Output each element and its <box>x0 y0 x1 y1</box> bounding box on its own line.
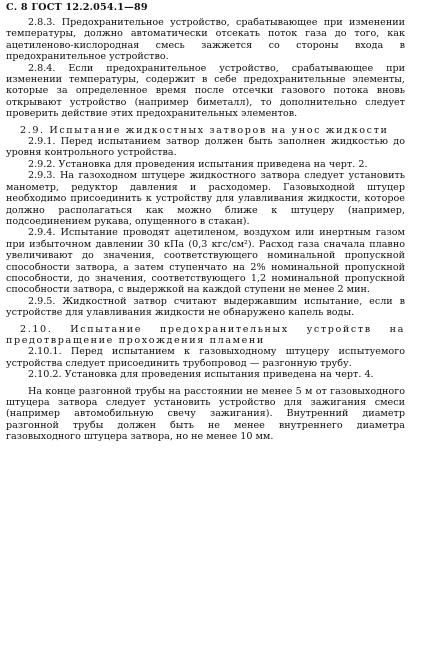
standard-code: ГОСТ 12.2.054.1—89 <box>31 2 148 13</box>
page-number: С. 8 <box>6 2 28 13</box>
paragraph-2-9-4: 2.9.4. Испытание проводят ацетиленом, воздухом или инертным газом при избыточном давлении 30 кПа (0,3 кгс/см²). Расход газа сначала плавно увеличивают до значения, соответствующего номинальной пропускной способности затвора, а затем ступенчато на 2% номинальной пропускной способности, до значения, соответствующего 1,2 номинальной пропускной способности затвора, с выдержкой на каждой ступени не менее 2 мин. <box>6 227 405 296</box>
paragraph-2-10-1: 2.10.1. Перед испытанием к газовыходному штуцеру испытуемого устройства следует присоединить трубопровод — разгонную трубу. <box>6 346 405 369</box>
paragraph-2-9-2: 2.9.2. Установка для проведения испытания приведена на черт. 2. <box>28 158 368 170</box>
paragraph-2-10-2: 2.10.2. Установка для проведения испытания приведена на черт. 4. <box>28 369 374 381</box>
page-header <box>6 2 148 13</box>
paragraph-2-9-5: 2.9.5. Жидкостной затвор считают выдержавшим испытание, если в устройстве для улавливания жидкости не обнаружено капель воды. <box>6 295 405 319</box>
paragraph-2-10-2-continued: На конце разгонной трубы на расстоянии не менее 5 м от газовыходного штуцера затвора следует установить устройство для зажигания смеси (например автомобильную свечу зажигания). Внутренний диаметр разгонной трубы должен быть не менее внутреннего диаметра газовыходного штуцера затвора, но не менее 10 мм. <box>6 385 405 443</box>
section-heading-2-10: 2.10. Испытание предохранительных устройств на предотвращение прохождения пламени <box>6 323 405 346</box>
paragraph-2-9-1: 2.9.1. Перед испытанием затвор должен быть заполнен жидкостью до уровня контрольного устройства. <box>6 136 405 159</box>
document-body <box>6 17 405 443</box>
section-heading-2-9: 2.9. Испытание жидкостных затворов на унос жидкости <box>20 124 389 136</box>
paragraph-2-8-3: 2.8.3. Предохранительное устройство, срабатывающее при изменении температуры, должно автоматически отсекать поток газа до того, как ацетиленово-кислородная смесь зажжется со стороны входа в предохранительное устройство. <box>6 17 405 63</box>
paragraph-2-8-4: 2.8.4. Если предохранительное устройство, срабатывающее при изменении температуры, содержит в себе предохранительные элементы, которые за определенное время после отсечки газового потока вновь открывают устройство (например биметалл), то дополнительно следует проверить действие этих предохранительных элементов. <box>6 62 405 120</box>
paragraph-2-9-3: 2.9.3. На газоходном штуцере жидкостного затвора следует установить манометр, редуктор давления и расходомер. Газовыходной штуцер необходимо присоединить к устройству для улавливания жидкости, которое должно располагаться как можно ближе к штуцеру (например, подсоединением рукава, опущенного в стакан). <box>6 170 405 227</box>
